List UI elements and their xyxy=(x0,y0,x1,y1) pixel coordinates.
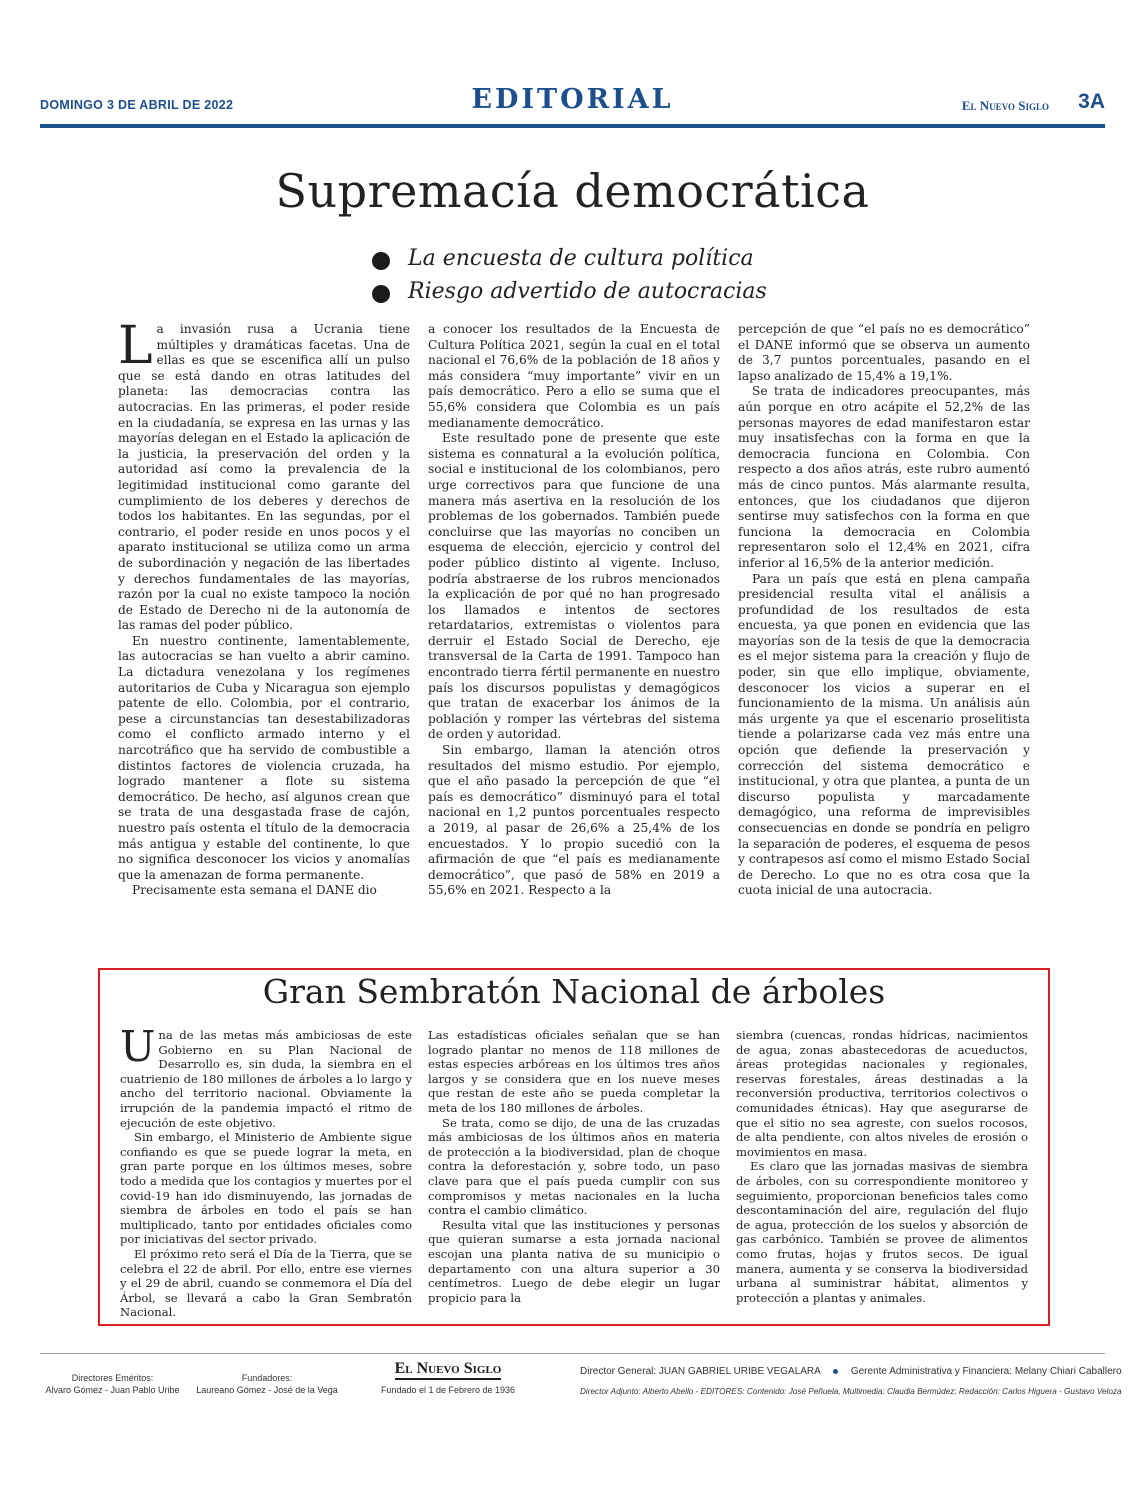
page-number: 3A xyxy=(1078,90,1105,113)
founders-label: Fundadores: xyxy=(241,1373,293,1383)
paragraph: En nuestro continente, lamentablemente, las autocracias se han vuelto a abrir camino. La dictadura venezolana y los regímenes autoritarios de Cuba y Nicaragua son ejemplo patente de ello. Colombia, por el contrario, pese a circunstancias tan desestabilizadoras como el conflicto armado interno y el narcotráfico que ha servido de combustible a distintos factores de violencia cruzada, ha logrado mantener a flote su sistema democrático. De hecho, así algunos crean que se trata de una desgastada frase de cajón, nuestro país ostenta el título de la democracia más antigua y estable del continente, lo que no significa desconocer los vicios y anomalías que la amenazan de forma permanente. xyxy=(118,633,410,882)
manager-label: Gerente Administrativa y Financiera: xyxy=(850,1366,1013,1377)
article-column-1 xyxy=(118,316,410,899)
paragraph: Las estadísticas oficiales señalan que se han logrado plantar no menos de 118 millones de estas especies arbóreas en los últimos tres años largos y se considera que en los nueve meses que restan de este año se pueda completar la meta de los 180 millones de árboles. xyxy=(428,1028,720,1115)
article-headline: Gran Sembratón Nacional de árboles xyxy=(262,972,886,1011)
paragraph-text: a invasión rusa a Ucrania tiene múltiples y dramáticas facetas. Una de ellas es que se escenifica allí un pulso que se está dando en otras latitudes del planeta: las democracias contra las autocracias. En las primeras, el poder reside en la ciudadanía, se expresa en las urnas y las mayorías delegan en el Estado la aplicación de la justicia, la preservación del orden y la autoridad así como la prevalencia de la legitimidad institucional como garante del cumplimiento de los deberes y derechos de todos los habitantes. En las segundas, por el contrario, el poder reside en unos pocos y el aparato institucional se utiliza como un arma de subordinación y negación de las libertades y derechos fundamentales de las mayorías, razón por la cual no existe tampoco la noción de Estado de Derecho ni de la autonomía de las ramas del poder público. xyxy=(118,322,410,633)
article-column-3 xyxy=(736,1028,1028,1305)
paragraph: El próximo reto será el Día de la Tierra, que se celebra el 22 de abril. Por ello, entre ese viernes y el 29 de abril, cuando se conmemora el Día del Árbol, se llevará a cabo la Gran Sembratón Nacional. xyxy=(120,1246,412,1320)
drop-cap: U xyxy=(120,1022,156,1071)
deck-text: Riesgo advertido de autocracias xyxy=(408,279,767,304)
paragraph: Es claro que las jornadas masivas de siembra de árboles, con su correspondiente monitoreo y seguimiento, proporcionan beneficios tales como descontaminación del aire, regulación del flujo de agua, protección de los suelos y absorción de gas carbónico. También se provee de alimentos como frutas, hojas y frutos secos. De igual manera, aumenta y se conserva la biodiversidad urbana al suministrar hábitat, alimentos y protección a plantas y animales. xyxy=(736,1159,1028,1305)
staff-editors: Director Adjunto: Alberto Abello - EDITORES: Contenido: José Peñuela, Multimedia: Claudia Bermúdez; Redacción: Carlos Higuera - Gustavo Veloza xyxy=(580,1387,1122,1396)
paragraph: Resulta vital que las instituciones y personas que quieran sumarse a esta jornada nacional escojan una planta nativa de su municipio o departamento con una altura superior a 30 centímetros. Luego de debe elegir un lugar propicio para la xyxy=(428,1217,720,1305)
paragraph: Sin embargo, el Ministerio de Ambiente sigue confiando es que se puede lograr la meta, en gran parte porque en los últimos meses, sobre todo a medida que los contagios y muertes por el covid-19 han ido disminuyendo, las jornadas de siembra de árboles en todo el país se han multiplicado, tanto por entidades oficiales como por iniciativas del sector privado. xyxy=(120,1130,412,1247)
paragraph: Precisamente esta semana el DANE dio xyxy=(132,883,377,898)
paragraph: percepción de que “el país no es democrático” el DANE informó que se observa un aumento de 3,7 puntos porcentuales, pasando en el lapso analizado de 15,4% a 19,1%. xyxy=(738,322,1030,383)
paragraph: siembra (cuencas, rondas hídricas, nacimientos de agua, zonas abastecedoras de acueductos, áreas protegidas nacionales y regionales, reservas forestales, áreas destinadas a la reconversión productiva, territorios colectivos o comunidades étnicas). Hay que asegurarse de que el sitio no sea agreste, con suelos rocosos, de alta pendiente, con altos niveles de erosión o movimientos en masa. xyxy=(736,1028,1028,1159)
staff-directors xyxy=(580,1366,1122,1377)
manager-name: Melany Chiari Caballero xyxy=(1014,1366,1122,1377)
emeritus-directors xyxy=(40,1372,185,1396)
bullet-icon xyxy=(372,285,390,303)
emeritus-label: Directores Eméritos: xyxy=(71,1373,154,1383)
paragraph: Este resultado pone de presente que este sistema es connatural a la evolución política, social e institucional de los colombianos, pero urge correctivos para que funcione de una manera más asertiva en la resolución de los problemas de los gobernados. También puede concluirse que las mayorías no conciben un esquema de elección, ejercicio y control del poder público distinto al vigente. Incluso, podría abstraerse de los rubros mencionados la explicación de por qué no han progresado los llamados e intentos de sectores retardatarios, extremistas o violentos para derruir el Estado Social de Derecho, eje transversal de la Carta de 1991. Tampoco han encontrado tierra fértil permanente en nuestro país los discursos populistas y demagógicos que tratan de exacerbar los ánimos de la población y romper las vértebras del sistema de orden y autoridad. xyxy=(428,431,720,742)
paragraph: Se trata, como se dijo, de una de las cruzadas más ambiciosas de los últimos años en materia de protección a la biodiversidad, plan de choque contra la deforestación y, sobre todo, un paso clave para que el país pueda cumplir con sus compromisos y metas nacionales en la lucha contra el cambio climático. xyxy=(428,1115,720,1218)
header-rule xyxy=(40,124,1105,128)
paragraph xyxy=(118,316,410,634)
paragraph: Para un país que está en plena campaña presidencial resulta vital el análisis a profundidad de los resultados de esta encuesta, ya que ponen en evidencia que las mayorías son de la tesis de que la democracia es el mejor sistema para la creación y flujo de poder, sin que ello implique, obviamente, desconocer los vicios a superar en el funcionamiento de la misma. Un análisis aún más urgente ya que el escenario proselitista tiende a polarizarse cada vez más entre una opción que defiende la preservación y corrección del sistema democrático e institucional, y otra que plantea, a punta de un discurso populista y marcadamente demagógico, una reforma de imprevisibles consecuencias en donde se pondría en peligro la separación de poderes, el esquema de pesos y contrapesos así como el mismo Estado Social de Derecho. Lo que no es otra cosa que la cuota inicial de una autocracia. xyxy=(738,571,1030,898)
article-column-3 xyxy=(738,322,1030,899)
bullet-icon xyxy=(372,252,390,270)
deck-text: La encuesta de cultura política xyxy=(408,246,754,271)
paragraph: a conocer los resultados de la Encuesta de Cultura Política 2021, según la cual en el total nacional el 76,6% de la población de 18 años y más considera “muy importante” vivir en un país democrático. Pero a ello se suma que el 55,6% considera que Colombia es un país medianamente democrático. xyxy=(428,322,720,430)
newspaper-brand: El Nuevo Siglo xyxy=(961,98,1049,113)
footer-rule xyxy=(40,1353,1105,1354)
emeritus-names: Alvaro Gómez - Juan Pablo Uribe xyxy=(45,1385,180,1395)
drop-cap: L xyxy=(118,316,153,376)
paragraph xyxy=(120,1022,412,1130)
issue-date: DOMINGO 3 DE ABRIL DE 2022 xyxy=(40,98,234,112)
director-label: Director General: xyxy=(580,1366,657,1377)
article-headline: Supremacía democrática xyxy=(275,164,870,218)
masthead xyxy=(40,86,1105,124)
footer-brand: El Nuevo Siglo xyxy=(395,1360,502,1380)
footer-brand-block xyxy=(378,1360,518,1396)
founded-date: Fundado el 1 de Febrero de 1936 xyxy=(380,1385,516,1395)
section-title: EDITORIAL xyxy=(471,84,674,115)
paragraph: Sin embargo, llaman la atención otros resultados del mismo estudio. Por ejemplo, que el año pasado la percepción de que “el país es democrático” disminuyó para el total nacional en 1,2 puntos porcentuales respecto a 2019, al pasar de 26,6% a 25,4% de los encuestados. Y lo propio sucedió con la afirmación de que “el país es medianamente democrático”, que pasó de 58% en 2019 a 55,6% en 2021. Respecto a la xyxy=(428,743,720,898)
director-name: JUAN GABRIEL URIBE VEGALARA xyxy=(658,1366,821,1377)
founders-names: Laureano Gómez - José de la Vega xyxy=(196,1385,338,1395)
article-column-2 xyxy=(428,322,720,899)
paragraph: Se trata de indicadores preocupantes, más aún porque en otro acápite el 52,2% de las personas mayores de edad manifestaron estar muy insatisfechas con la forma en que la democracia funciona en Colombia. Con respecto a dos años atrás, este rubro aumentó más de cinco puntos. Más alarmante resulta, entonces, que los ciudadanos que dijeron sentirse muy satisfechos con la forma en que funciona la democracia en Colombia representaron solo el 12,4% en 2021, cifra inferior al 16,5% de la anterior medición. xyxy=(738,384,1030,570)
paragraph-text: na de las metas más ambiciosas de este Gobierno en su Plan Nacional de Desarrollo es, sin duda, la siembra en el cuatrienio de 180 millones de árboles a lo largo y ancho del territorio nacional. Obviamente la irrupción de la pandemia impactó el ritmo de ejecución de este objetivo. xyxy=(120,1028,412,1130)
founders xyxy=(192,1372,342,1396)
separator-dot-icon xyxy=(833,1369,838,1374)
article-column-1 xyxy=(120,1022,412,1320)
article-column-2 xyxy=(428,1028,720,1305)
